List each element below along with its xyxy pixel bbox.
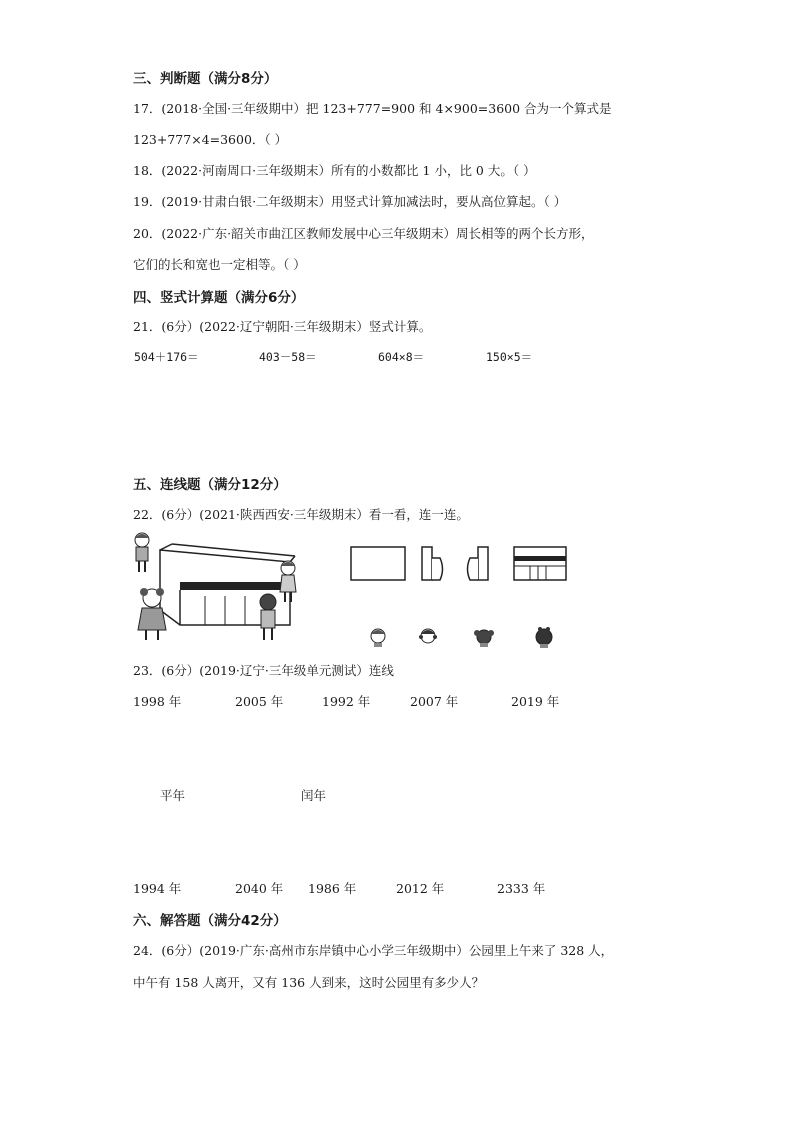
question-17-line-1: 17．(2018·全国·三年级期中）把 123+777=900 和 4×900=3600 合为一个算式是 [133, 101, 612, 116]
question-21: 21．(6分）(2022·辽宁朝阳·三年级期末）竖式计算。 [133, 319, 432, 334]
year-top-4: 2007 年 [410, 694, 459, 709]
piano-side-view-right-icon [422, 547, 443, 580]
category-common-year: 平年 [160, 788, 186, 803]
question-23: 23．(6分）(2019·辽宁·三年级单元测试）连线 [133, 663, 394, 678]
section-5-heading: 五、连线题（满分12分） [133, 477, 287, 493]
year-top-2: 2005 年 [235, 694, 284, 709]
year-bottom-1: 1994 年 [133, 881, 182, 896]
question-18: 18．(2022·河南周口·三年级期末）所有的小数都比 1 小，比 0 大。（ ） [133, 163, 536, 178]
piano-children-illustration [130, 530, 305, 645]
year-bottom-2: 2040 年 [235, 881, 284, 896]
kid-head-back-icon [536, 627, 552, 648]
section-6-heading: 六、解答题（满分42分） [133, 913, 287, 929]
child-back-icon [260, 594, 276, 640]
section-4-heading: 四、竖式计算题（满分6分） [133, 290, 305, 306]
question-24-line-2: 中午有 158 人离开，又有 136 人到来，这时公园里有多少人？ [133, 975, 485, 990]
calc-item-3: 604×8＝ [378, 350, 425, 364]
question-17-line-2: 123+777×4=3600．（ ） [133, 132, 288, 147]
question-20-line-2: 它们的长和宽也一定相等。（ ） [133, 257, 306, 272]
view-shapes-row [350, 544, 570, 584]
year-bottom-5: 2333 年 [497, 881, 546, 896]
year-top-5: 2019 年 [511, 694, 560, 709]
calc-item-4: 150×5＝ [486, 350, 533, 364]
kid-head-boy-icon [371, 629, 385, 647]
kid-head-pigtails-icon [474, 630, 494, 647]
category-leap-year: 闰年 [301, 788, 327, 803]
year-bottom-3: 1986 年 [308, 881, 357, 896]
piano-front-view-icon [514, 547, 566, 580]
kid-heads-row [368, 625, 568, 649]
section-3-heading: 三、判断题（满分8分） [133, 71, 278, 87]
calc-item-1: 504＋176＝ [134, 350, 199, 364]
question-19: 19．(2019·甘肃白银·二年级期末）用竖式计算加减法时，要从高位算起。（ ） [133, 194, 567, 209]
piano-top-view-icon [351, 547, 405, 580]
question-22: 22．(6分）(2021·陕西西安·三年级期末）看一看，连一连。 [133, 507, 469, 522]
child-boy-icon [135, 533, 149, 572]
question-24-line-1: 24．(6分）(2019·广东·高州市东岸镇中心小学三年级期中）公园里上午来了 328 人， [133, 943, 614, 958]
year-top-1: 1998 年 [133, 694, 182, 709]
kid-head-girl-icon [419, 629, 437, 643]
question-20-line-1: 20．(2022·广东·韶关市曲江区教师发展中心三年级期末）周长相等的两个长方形， [133, 226, 594, 241]
year-top-3: 1992 年 [322, 694, 371, 709]
piano-side-view-left-icon [468, 547, 489, 580]
calc-item-2: 403－58＝ [259, 350, 317, 364]
year-bottom-4: 2012 年 [396, 881, 445, 896]
